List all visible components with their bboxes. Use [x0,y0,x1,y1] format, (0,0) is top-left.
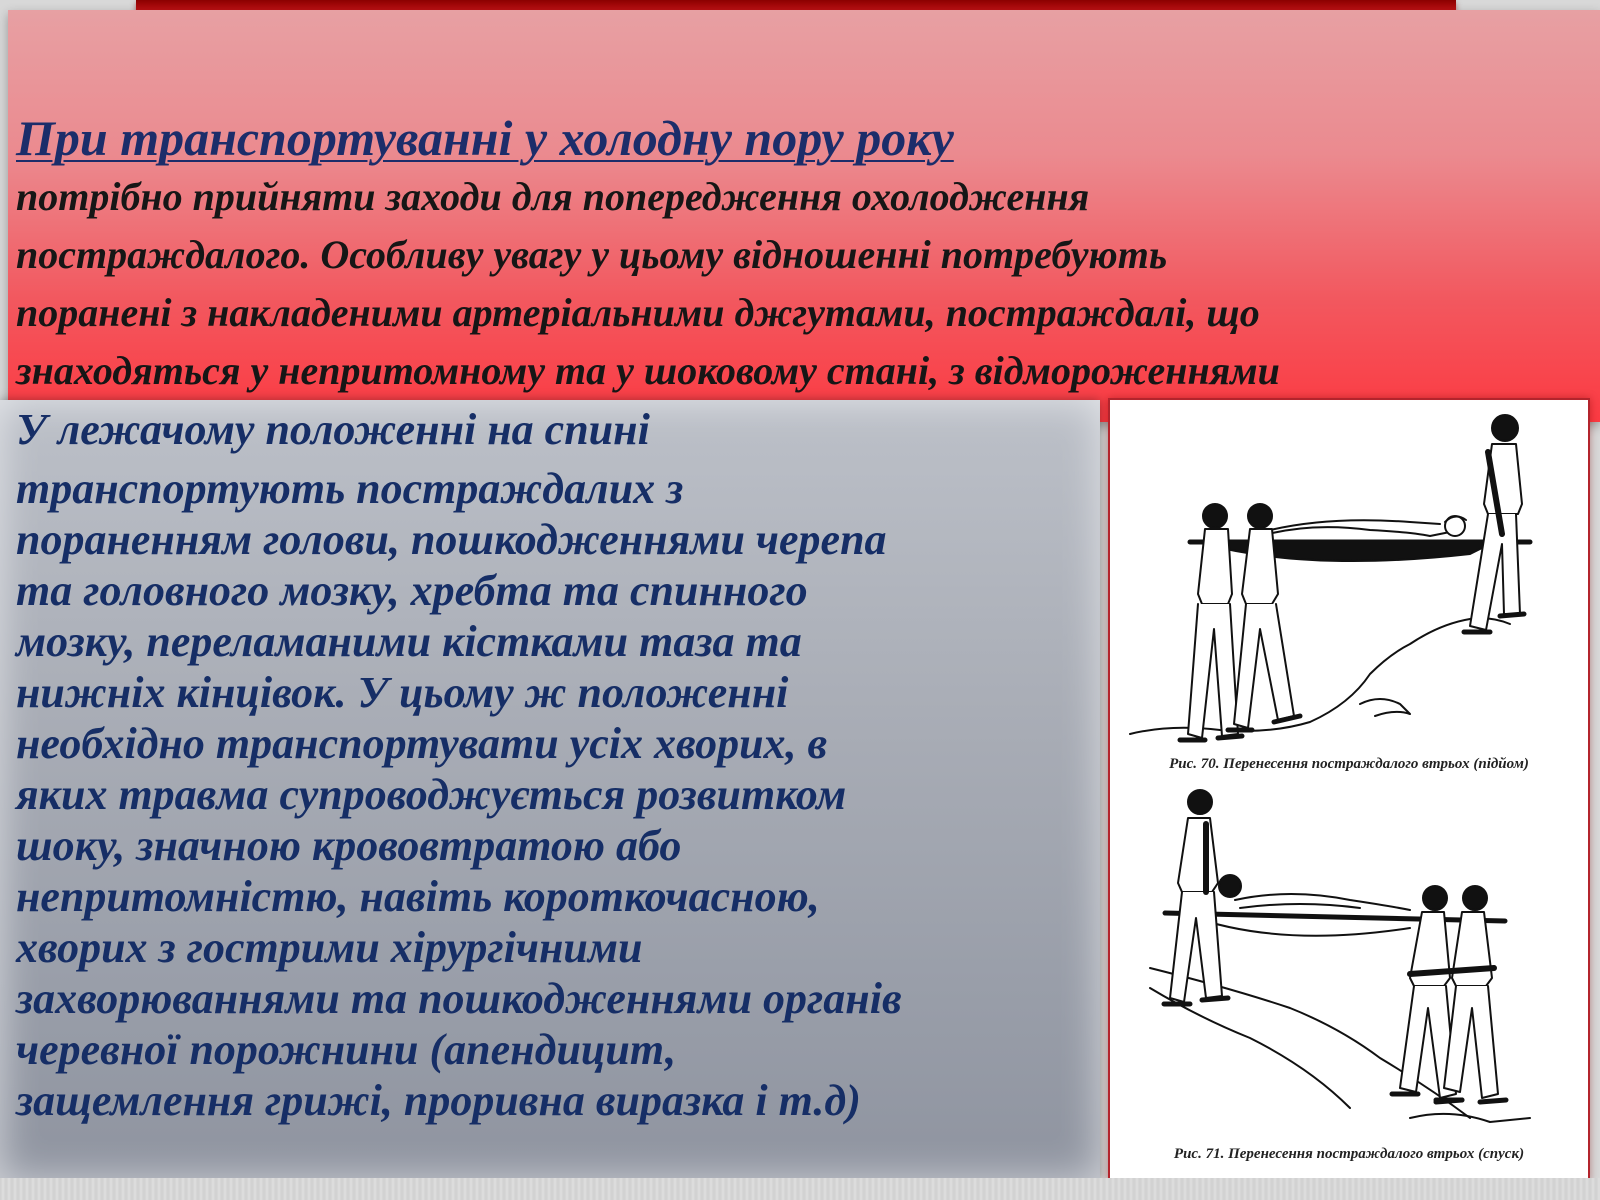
text-line: черевної порожнини (апендицит, [16,1025,677,1074]
stretcher-carry-uphill-illustration [1110,404,1588,756]
text-line: защемлення грижі, проривна виразка і т.д) [16,1076,861,1125]
body-line: знаходяться у непритомному та у шоковому стані, з відмороженнями [16,348,1280,393]
text-line: необхідно транспортувати усіх хворих, в [16,719,828,768]
text-line: пораненням голови, пошкодженнями черепа [16,515,887,564]
body-line: поранені з накладеними артеріальними джгутами, постраждалі, що [16,290,1260,335]
text-line: У лежачому положенні на спині [16,405,650,454]
cold-season-section [16,108,1586,400]
bottom-strip [0,1178,1600,1200]
text-line: шоку, значною крововтратою або [16,821,682,870]
text-line: непритомністю, навіть короткочасною, [16,872,820,921]
text-line: та головного мозку, хребта та спинного [16,566,808,615]
stretcher-carry-downhill-illustration [1110,788,1588,1132]
text-line: нижніх кінцівок. У цьому ж положенні [16,668,789,717]
text-line: яких травма супроводжується розвитком [16,770,847,819]
supine-position-text [16,404,1106,1126]
section-heading: При транспортуванні у холодну пору року [16,110,954,166]
illustration-box [1108,398,1590,1182]
body-line: постраждалого. Особливу увагу у цьому відношенні потребують [16,232,1168,277]
figure-caption: Рис. 71. Перенесення постраждалого втрьох (спуск) [1173,1146,1525,1162]
body-line: потрібно прийняти заходи для попередження охолодження [16,174,1090,219]
figure-caption: Рис. 70. Перенесення постраждалого втрьох (підйом) [1169,756,1529,772]
text-line: хворих з гострими хірургічними [16,923,643,972]
section-body [16,168,1586,400]
text-line: транспортують постраждалих з [16,464,684,513]
text-line: захворюваннями та пошкодженнями органів [16,974,902,1023]
text-line: мозку, переламаними кістками таза та [16,617,802,666]
